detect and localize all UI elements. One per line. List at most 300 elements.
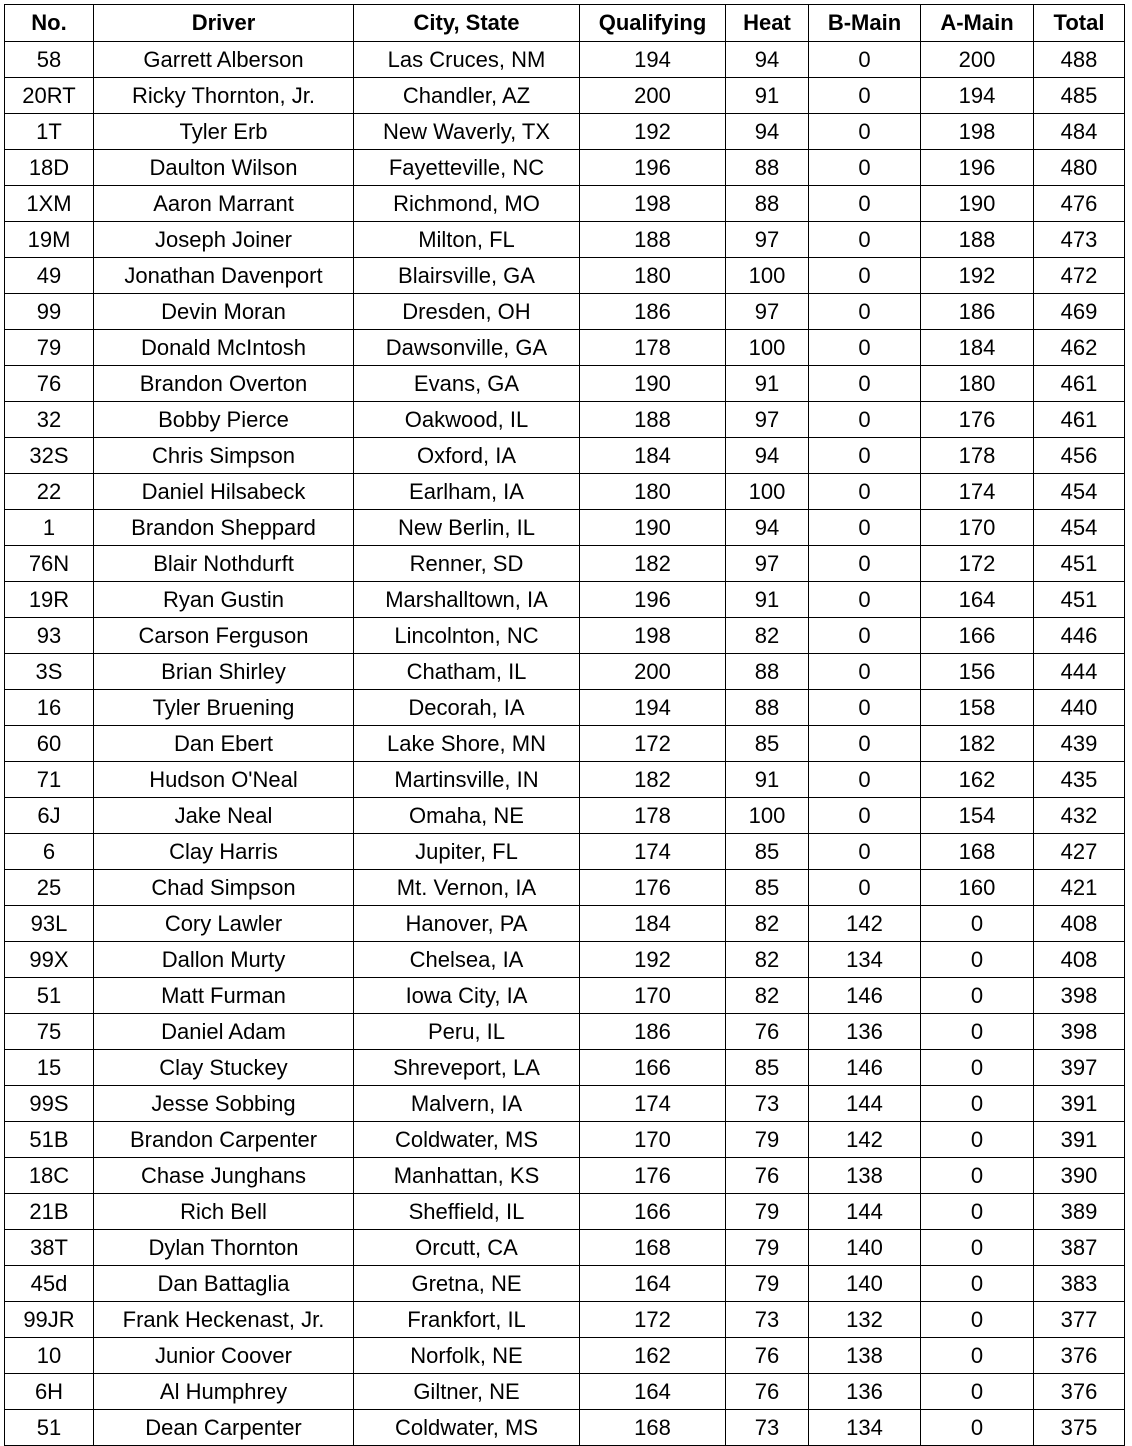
cell-heat: 94 xyxy=(726,114,809,150)
cell-no: 3S xyxy=(5,654,94,690)
cell-qualifying: 178 xyxy=(580,798,726,834)
table-row xyxy=(5,726,1125,762)
cell-heat: 97 xyxy=(726,546,809,582)
cell-qualifying: 178 xyxy=(580,330,726,366)
cell-no: 20RT xyxy=(5,78,94,114)
cell-city-state: Dawsonville, GA xyxy=(354,330,580,366)
cell-a-main: 176 xyxy=(921,402,1034,438)
cell-a-main: 0 xyxy=(921,1014,1034,1050)
cell-driver: Blair Nothdurft xyxy=(94,546,354,582)
cell-a-main: 0 xyxy=(921,906,1034,942)
cell-no: 93L xyxy=(5,906,94,942)
table-row xyxy=(5,654,1125,690)
cell-city-state: Norfolk, NE xyxy=(354,1338,580,1374)
cell-a-main: 0 xyxy=(921,942,1034,978)
cell-qualifying: 182 xyxy=(580,546,726,582)
cell-qualifying: 192 xyxy=(580,114,726,150)
cell-a-main: 170 xyxy=(921,510,1034,546)
cell-driver: Clay Harris xyxy=(94,834,354,870)
cell-city-state: Sheffield, IL xyxy=(354,1194,580,1230)
cell-city-state: Gretna, NE xyxy=(354,1266,580,1302)
cell-a-main: 174 xyxy=(921,474,1034,510)
cell-no: 99X xyxy=(5,942,94,978)
cell-heat: 73 xyxy=(726,1410,809,1446)
table-row xyxy=(5,186,1125,222)
cell-city-state: Richmond, MO xyxy=(354,186,580,222)
cell-b-main: 138 xyxy=(809,1338,921,1374)
table-row xyxy=(5,366,1125,402)
cell-qualifying: 170 xyxy=(580,1122,726,1158)
cell-a-main: 196 xyxy=(921,150,1034,186)
cell-b-main: 142 xyxy=(809,906,921,942)
cell-qualifying: 184 xyxy=(580,906,726,942)
cell-qualifying: 166 xyxy=(580,1050,726,1086)
cell-b-main: 0 xyxy=(809,114,921,150)
table-row xyxy=(5,258,1125,294)
cell-driver: Devin Moran xyxy=(94,294,354,330)
cell-driver: Tyler Erb xyxy=(94,114,354,150)
table-row xyxy=(5,690,1125,726)
cell-b-main: 0 xyxy=(809,366,921,402)
table-row xyxy=(5,1122,1125,1158)
table-row xyxy=(5,330,1125,366)
cell-driver: Dan Battaglia xyxy=(94,1266,354,1302)
cell-total: 375 xyxy=(1034,1410,1125,1446)
cell-qualifying: 200 xyxy=(580,654,726,690)
cell-qualifying: 198 xyxy=(580,618,726,654)
cell-no: 18C xyxy=(5,1158,94,1194)
cell-city-state: Las Cruces, NM xyxy=(354,42,580,78)
header-total: Total xyxy=(1034,5,1125,42)
cell-driver: Dan Ebert xyxy=(94,726,354,762)
cell-city-state: Oxford, IA xyxy=(354,438,580,474)
cell-b-main: 0 xyxy=(809,510,921,546)
cell-qualifying: 200 xyxy=(580,78,726,114)
cell-city-state: Milton, FL xyxy=(354,222,580,258)
cell-heat: 97 xyxy=(726,294,809,330)
cell-b-main: 0 xyxy=(809,798,921,834)
cell-b-main: 136 xyxy=(809,1374,921,1410)
table-row xyxy=(5,438,1125,474)
cell-city-state: Lincolnton, NC xyxy=(354,618,580,654)
cell-city-state: Omaha, NE xyxy=(354,798,580,834)
cell-no: 51 xyxy=(5,978,94,1014)
cell-qualifying: 190 xyxy=(580,366,726,402)
cell-qualifying: 188 xyxy=(580,402,726,438)
cell-no: 49 xyxy=(5,258,94,294)
cell-driver: Brandon Carpenter xyxy=(94,1122,354,1158)
cell-total: 397 xyxy=(1034,1050,1125,1086)
cell-city-state: Earlham, IA xyxy=(354,474,580,510)
cell-no: 51B xyxy=(5,1122,94,1158)
cell-no: 32S xyxy=(5,438,94,474)
cell-total: 377 xyxy=(1034,1302,1125,1338)
cell-no: 18D xyxy=(5,150,94,186)
cell-qualifying: 174 xyxy=(580,834,726,870)
cell-no: 32 xyxy=(5,402,94,438)
cell-heat: 82 xyxy=(726,978,809,1014)
table-row xyxy=(5,402,1125,438)
cell-total: 484 xyxy=(1034,114,1125,150)
cell-total: 439 xyxy=(1034,726,1125,762)
cell-total: 408 xyxy=(1034,942,1125,978)
cell-b-main: 0 xyxy=(809,690,921,726)
cell-b-main: 132 xyxy=(809,1302,921,1338)
cell-a-main: 200 xyxy=(921,42,1034,78)
cell-a-main: 198 xyxy=(921,114,1034,150)
cell-city-state: Fayetteville, NC xyxy=(354,150,580,186)
cell-heat: 82 xyxy=(726,618,809,654)
cell-qualifying: 172 xyxy=(580,726,726,762)
cell-a-main: 160 xyxy=(921,870,1034,906)
cell-qualifying: 180 xyxy=(580,258,726,294)
cell-city-state: Giltner, NE xyxy=(354,1374,580,1410)
table-row xyxy=(5,1410,1125,1446)
cell-no: 22 xyxy=(5,474,94,510)
cell-b-main: 146 xyxy=(809,1050,921,1086)
cell-qualifying: 194 xyxy=(580,42,726,78)
cell-driver: Chase Junghans xyxy=(94,1158,354,1194)
table-row xyxy=(5,1374,1125,1410)
cell-a-main: 180 xyxy=(921,366,1034,402)
cell-driver: Hudson O'Neal xyxy=(94,762,354,798)
cell-heat: 100 xyxy=(726,798,809,834)
cell-city-state: New Berlin, IL xyxy=(354,510,580,546)
cell-total: 387 xyxy=(1034,1230,1125,1266)
cell-driver: Daniel Adam xyxy=(94,1014,354,1050)
cell-driver: Aaron Marrant xyxy=(94,186,354,222)
cell-a-main: 0 xyxy=(921,1050,1034,1086)
cell-a-main: 0 xyxy=(921,1086,1034,1122)
cell-heat: 82 xyxy=(726,942,809,978)
cell-b-main: 0 xyxy=(809,186,921,222)
table-row xyxy=(5,1014,1125,1050)
cell-heat: 76 xyxy=(726,1158,809,1194)
table-row xyxy=(5,42,1125,78)
cell-a-main: 168 xyxy=(921,834,1034,870)
cell-city-state: Mt. Vernon, IA xyxy=(354,870,580,906)
cell-no: 79 xyxy=(5,330,94,366)
cell-heat: 73 xyxy=(726,1302,809,1338)
cell-total: 444 xyxy=(1034,654,1125,690)
cell-b-main: 0 xyxy=(809,150,921,186)
cell-heat: 88 xyxy=(726,654,809,690)
table-row xyxy=(5,150,1125,186)
cell-b-main: 0 xyxy=(809,546,921,582)
cell-qualifying: 162 xyxy=(580,1338,726,1374)
cell-driver: Matt Furman xyxy=(94,978,354,1014)
cell-b-main: 0 xyxy=(809,438,921,474)
cell-a-main: 0 xyxy=(921,1230,1034,1266)
cell-total: 446 xyxy=(1034,618,1125,654)
cell-b-main: 0 xyxy=(809,870,921,906)
cell-driver: Brandon Overton xyxy=(94,366,354,402)
cell-qualifying: 168 xyxy=(580,1410,726,1446)
table-row xyxy=(5,510,1125,546)
cell-b-main: 142 xyxy=(809,1122,921,1158)
cell-qualifying: 172 xyxy=(580,1302,726,1338)
cell-total: 476 xyxy=(1034,186,1125,222)
cell-heat: 91 xyxy=(726,762,809,798)
cell-total: 391 xyxy=(1034,1122,1125,1158)
cell-city-state: Chandler, AZ xyxy=(354,78,580,114)
cell-b-main: 0 xyxy=(809,222,921,258)
table-row xyxy=(5,762,1125,798)
cell-no: 99JR xyxy=(5,1302,94,1338)
cell-a-main: 0 xyxy=(921,1194,1034,1230)
cell-no: 51 xyxy=(5,1410,94,1446)
table-row xyxy=(5,1194,1125,1230)
cell-total: 454 xyxy=(1034,474,1125,510)
cell-driver: Dallon Murty xyxy=(94,942,354,978)
cell-heat: 85 xyxy=(726,870,809,906)
cell-a-main: 182 xyxy=(921,726,1034,762)
table-header xyxy=(5,5,1125,42)
cell-qualifying: 190 xyxy=(580,510,726,546)
cell-city-state: New Waverly, TX xyxy=(354,114,580,150)
cell-heat: 97 xyxy=(726,402,809,438)
cell-total: 427 xyxy=(1034,834,1125,870)
cell-qualifying: 194 xyxy=(580,690,726,726)
cell-city-state: Shreveport, LA xyxy=(354,1050,580,1086)
cell-driver: Frank Heckenast, Jr. xyxy=(94,1302,354,1338)
cell-driver: Bobby Pierce xyxy=(94,402,354,438)
cell-driver: Chris Simpson xyxy=(94,438,354,474)
cell-b-main: 0 xyxy=(809,258,921,294)
cell-driver: Daniel Hilsabeck xyxy=(94,474,354,510)
cell-b-main: 0 xyxy=(809,762,921,798)
table-row xyxy=(5,870,1125,906)
cell-b-main: 0 xyxy=(809,330,921,366)
cell-city-state: Orcutt, CA xyxy=(354,1230,580,1266)
cell-total: 390 xyxy=(1034,1158,1125,1194)
cell-qualifying: 164 xyxy=(580,1374,726,1410)
cell-city-state: Oakwood, IL xyxy=(354,402,580,438)
cell-city-state: Martinsville, IN xyxy=(354,762,580,798)
cell-heat: 85 xyxy=(726,1050,809,1086)
cell-b-main: 144 xyxy=(809,1086,921,1122)
cell-city-state: Dresden, OH xyxy=(354,294,580,330)
cell-heat: 94 xyxy=(726,510,809,546)
cell-driver: Donald McIntosh xyxy=(94,330,354,366)
cell-no: 99 xyxy=(5,294,94,330)
cell-heat: 85 xyxy=(726,834,809,870)
header-heat: Heat xyxy=(726,5,809,42)
cell-total: 391 xyxy=(1034,1086,1125,1122)
cell-b-main: 0 xyxy=(809,582,921,618)
cell-b-main: 134 xyxy=(809,942,921,978)
cell-heat: 91 xyxy=(726,366,809,402)
cell-qualifying: 196 xyxy=(580,582,726,618)
cell-a-main: 0 xyxy=(921,1158,1034,1194)
cell-total: 462 xyxy=(1034,330,1125,366)
cell-heat: 76 xyxy=(726,1014,809,1050)
table-row xyxy=(5,1050,1125,1086)
cell-total: 398 xyxy=(1034,1014,1125,1050)
cell-a-main: 154 xyxy=(921,798,1034,834)
cell-no: 99S xyxy=(5,1086,94,1122)
cell-a-main: 158 xyxy=(921,690,1034,726)
cell-a-main: 0 xyxy=(921,1410,1034,1446)
cell-a-main: 188 xyxy=(921,222,1034,258)
cell-driver: Jake Neal xyxy=(94,798,354,834)
cell-a-main: 0 xyxy=(921,1266,1034,1302)
cell-heat: 88 xyxy=(726,150,809,186)
cell-driver: Tyler Bruening xyxy=(94,690,354,726)
cell-qualifying: 198 xyxy=(580,186,726,222)
cell-no: 1T xyxy=(5,114,94,150)
cell-a-main: 0 xyxy=(921,1374,1034,1410)
cell-no: 76N xyxy=(5,546,94,582)
cell-driver: Brian Shirley xyxy=(94,654,354,690)
cell-driver: Garrett Alberson xyxy=(94,42,354,78)
cell-total: 408 xyxy=(1034,906,1125,942)
cell-total: 485 xyxy=(1034,78,1125,114)
header-no: No. xyxy=(5,5,94,42)
cell-b-main: 140 xyxy=(809,1230,921,1266)
table-row xyxy=(5,474,1125,510)
cell-city-state: Malvern, IA xyxy=(354,1086,580,1122)
cell-heat: 100 xyxy=(726,474,809,510)
cell-total: 376 xyxy=(1034,1374,1125,1410)
cell-b-main: 138 xyxy=(809,1158,921,1194)
cell-qualifying: 174 xyxy=(580,1086,726,1122)
cell-a-main: 0 xyxy=(921,978,1034,1014)
cell-driver: Dean Carpenter xyxy=(94,1410,354,1446)
cell-b-main: 0 xyxy=(809,726,921,762)
cell-heat: 79 xyxy=(726,1266,809,1302)
cell-heat: 94 xyxy=(726,42,809,78)
cell-qualifying: 176 xyxy=(580,1158,726,1194)
cell-heat: 79 xyxy=(726,1230,809,1266)
cell-a-main: 164 xyxy=(921,582,1034,618)
table-row xyxy=(5,798,1125,834)
cell-total: 389 xyxy=(1034,1194,1125,1230)
cell-total: 383 xyxy=(1034,1266,1125,1302)
cell-no: 25 xyxy=(5,870,94,906)
cell-b-main: 0 xyxy=(809,294,921,330)
table-row xyxy=(5,78,1125,114)
header-driver: Driver xyxy=(94,5,354,42)
standings-table xyxy=(4,4,1125,1446)
cell-qualifying: 184 xyxy=(580,438,726,474)
cell-city-state: Chatham, IL xyxy=(354,654,580,690)
cell-city-state: Lake Shore, MN xyxy=(354,726,580,762)
cell-driver: Joseph Joiner xyxy=(94,222,354,258)
cell-driver: Cory Lawler xyxy=(94,906,354,942)
table-row xyxy=(5,294,1125,330)
header-city-state: City, State xyxy=(354,5,580,42)
cell-total: 440 xyxy=(1034,690,1125,726)
header-a-main: A-Main xyxy=(921,5,1034,42)
cell-a-main: 0 xyxy=(921,1338,1034,1374)
cell-total: 480 xyxy=(1034,150,1125,186)
cell-qualifying: 182 xyxy=(580,762,726,798)
header-qualifying: Qualifying xyxy=(580,5,726,42)
cell-qualifying: 180 xyxy=(580,474,726,510)
cell-b-main: 0 xyxy=(809,618,921,654)
cell-a-main: 0 xyxy=(921,1122,1034,1158)
cell-total: 432 xyxy=(1034,798,1125,834)
cell-city-state: Frankfort, IL xyxy=(354,1302,580,1338)
table-row xyxy=(5,978,1125,1014)
cell-qualifying: 176 xyxy=(580,870,726,906)
cell-total: 454 xyxy=(1034,510,1125,546)
cell-qualifying: 196 xyxy=(580,150,726,186)
cell-no: 16 xyxy=(5,690,94,726)
cell-total: 435 xyxy=(1034,762,1125,798)
cell-a-main: 186 xyxy=(921,294,1034,330)
cell-city-state: Chelsea, IA xyxy=(354,942,580,978)
cell-qualifying: 164 xyxy=(580,1266,726,1302)
cell-total: 456 xyxy=(1034,438,1125,474)
cell-heat: 100 xyxy=(726,330,809,366)
cell-a-main: 0 xyxy=(921,1302,1034,1338)
cell-no: 6H xyxy=(5,1374,94,1410)
cell-no: 21B xyxy=(5,1194,94,1230)
cell-heat: 97 xyxy=(726,222,809,258)
cell-heat: 82 xyxy=(726,906,809,942)
cell-city-state: Evans, GA xyxy=(354,366,580,402)
cell-no: 6 xyxy=(5,834,94,870)
cell-driver: Chad Simpson xyxy=(94,870,354,906)
cell-driver: Daulton Wilson xyxy=(94,150,354,186)
cell-city-state: Jupiter, FL xyxy=(354,834,580,870)
cell-no: 93 xyxy=(5,618,94,654)
cell-no: 19M xyxy=(5,222,94,258)
cell-a-main: 192 xyxy=(921,258,1034,294)
cell-city-state: Coldwater, MS xyxy=(354,1122,580,1158)
table-row xyxy=(5,582,1125,618)
cell-heat: 85 xyxy=(726,726,809,762)
cell-qualifying: 192 xyxy=(580,942,726,978)
table-row xyxy=(5,1158,1125,1194)
cell-driver: Carson Ferguson xyxy=(94,618,354,654)
cell-driver: Brandon Sheppard xyxy=(94,510,354,546)
cell-no: 1 xyxy=(5,510,94,546)
cell-a-main: 190 xyxy=(921,186,1034,222)
cell-b-main: 0 xyxy=(809,474,921,510)
cell-city-state: Iowa City, IA xyxy=(354,978,580,1014)
cell-b-main: 0 xyxy=(809,654,921,690)
cell-heat: 79 xyxy=(726,1194,809,1230)
cell-city-state: Hanover, PA xyxy=(354,906,580,942)
cell-city-state: Decorah, IA xyxy=(354,690,580,726)
cell-total: 461 xyxy=(1034,366,1125,402)
cell-b-main: 144 xyxy=(809,1194,921,1230)
table-row xyxy=(5,906,1125,942)
cell-heat: 91 xyxy=(726,78,809,114)
cell-no: 58 xyxy=(5,42,94,78)
cell-city-state: Manhattan, KS xyxy=(354,1158,580,1194)
cell-total: 488 xyxy=(1034,42,1125,78)
cell-total: 472 xyxy=(1034,258,1125,294)
cell-total: 398 xyxy=(1034,978,1125,1014)
cell-driver: Ricky Thornton, Jr. xyxy=(94,78,354,114)
cell-no: 45d xyxy=(5,1266,94,1302)
cell-no: 75 xyxy=(5,1014,94,1050)
table-row xyxy=(5,1230,1125,1266)
cell-heat: 76 xyxy=(726,1338,809,1374)
table-row xyxy=(5,546,1125,582)
cell-b-main: 0 xyxy=(809,834,921,870)
cell-no: 15 xyxy=(5,1050,94,1086)
cell-total: 469 xyxy=(1034,294,1125,330)
cell-qualifying: 168 xyxy=(580,1230,726,1266)
table-row xyxy=(5,1302,1125,1338)
cell-heat: 76 xyxy=(726,1374,809,1410)
header-row xyxy=(5,5,1125,42)
